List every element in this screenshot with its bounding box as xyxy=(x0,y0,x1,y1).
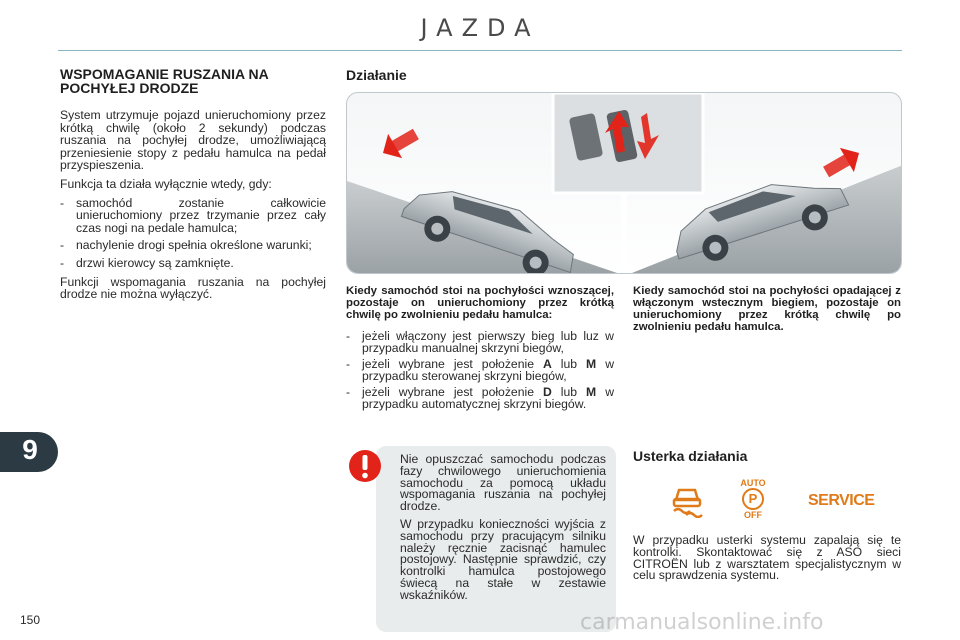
gear-conditions-list xyxy=(346,331,614,416)
malfunction-heading: Usterka działania xyxy=(633,448,748,464)
park-letter: P xyxy=(748,491,758,506)
warning-exclamation-icon xyxy=(348,449,382,483)
hill-illustration xyxy=(346,92,902,274)
esp-warning-icon xyxy=(668,480,706,518)
header-rule xyxy=(58,50,902,51)
conditions-list xyxy=(60,197,326,270)
uphill-caption: Kiedy samochód stoi na pochyłości wznoszącej, pozostaje on unieruchomiony przez krótką chwilę po zwolnieniu pedału hamulca: xyxy=(346,285,614,321)
warning-paragraph: Nie opuszczać samochodu podczas fazy chwilowego unieruchomienia samochodu za pomocą układu wspomagania ruszania na pochyłej drodze. xyxy=(400,452,606,514)
conditions-intro: Funkcja ta działa wyłącznie wtedy, gdy: xyxy=(60,176,272,191)
gear-position-label: M xyxy=(586,357,597,372)
page-number: 150 xyxy=(20,613,41,627)
left-direction-arrow xyxy=(376,122,423,165)
list-item-text: lub xyxy=(551,385,587,400)
list-item: - nachylenie drogi spełnia określone warunki; xyxy=(60,239,326,252)
list-item-text: jeżeli wybrane jest położenie xyxy=(362,385,543,400)
list-item-text: w przypadku sterowanej skrzyni biegów, xyxy=(362,357,614,383)
list-item xyxy=(346,359,614,382)
off-label: OFF xyxy=(744,510,762,520)
right-direction-arrow xyxy=(819,141,866,184)
list-item xyxy=(346,387,614,410)
chapter-number: 9 xyxy=(22,434,38,465)
cannot-disable-paragraph: Funkcji wspomagania ruszania na pochyłej drodze nie można wyłączyć. xyxy=(60,274,326,302)
auto-park-indicator xyxy=(736,478,770,522)
operation-heading: Działanie xyxy=(346,67,407,83)
warning-paragraph: W przypadku konieczności wyjścia z samochodu przy pracującym silniku należy ręcznie zacisnąć hamulec postojowy. Następnie sprawdzić, czy kontrolki hamulca postojowego świecą na stałe w zestawie wskaźników. xyxy=(400,516,606,602)
list-item-text: lub xyxy=(551,357,587,372)
pedal-inset xyxy=(553,93,703,193)
gear-position-label: D xyxy=(542,385,552,400)
list-item: - drzwi kierowcy są zamknięte. xyxy=(60,257,326,270)
list-item: - samochód zostanie całkowicie unieruchomiony przez trzymanie przez cały czas nogi na pedale hamulca; xyxy=(60,197,326,235)
park-brake-icon xyxy=(742,488,764,510)
page-header-title: JAZDA xyxy=(420,14,540,42)
section-heading: WSPOMAGANIE RUSZANIA NA POCHYŁEJ DRODZE xyxy=(60,66,269,96)
hill-start-illustration xyxy=(347,93,902,274)
service-indicator: SERVICE xyxy=(808,492,875,509)
warning-box xyxy=(376,446,616,632)
list-item-text: jeżeli włączony jest pierwszy bieg lub luz w przypadku manualnej skrzyni biegów, xyxy=(362,329,614,355)
gear-position-label: A xyxy=(542,357,552,372)
malfunction-text: W przypadku usterki systemu zapalają się te kontrolki. Skontaktować się z ASO sieci CITROËN lub z warsztatem specjalistycznym w celu sprawdzenia systemu. xyxy=(633,533,901,583)
list-item xyxy=(346,331,614,354)
list-item-text: jeżeli wybrane jest położenie xyxy=(362,357,543,372)
list-item-text: w przypadku automatycznej skrzyni biegów. xyxy=(362,385,614,411)
auto-label: AUTO xyxy=(740,478,766,488)
watermark: carmanualsonline.info xyxy=(580,610,824,635)
intro-paragraph: System utrzymuje pojazd unieruchomiony przez krótką chwilę (około 2 sekundy) podczas ruszania na pochyłej drodze, umożliwiającą przeniesienie stopy z pedału hamulca na pedał przyspieszenia. xyxy=(60,108,326,173)
downhill-caption: Kiedy samochód stoi na pochyłości opadającej z włączonym wstecznym biegiem, pozostaje on unieruchomiony przez krótką chwilę po zwolnieniu pedału hamulca. xyxy=(633,285,901,333)
gear-position-label: M xyxy=(586,385,597,400)
left-column xyxy=(60,109,326,307)
